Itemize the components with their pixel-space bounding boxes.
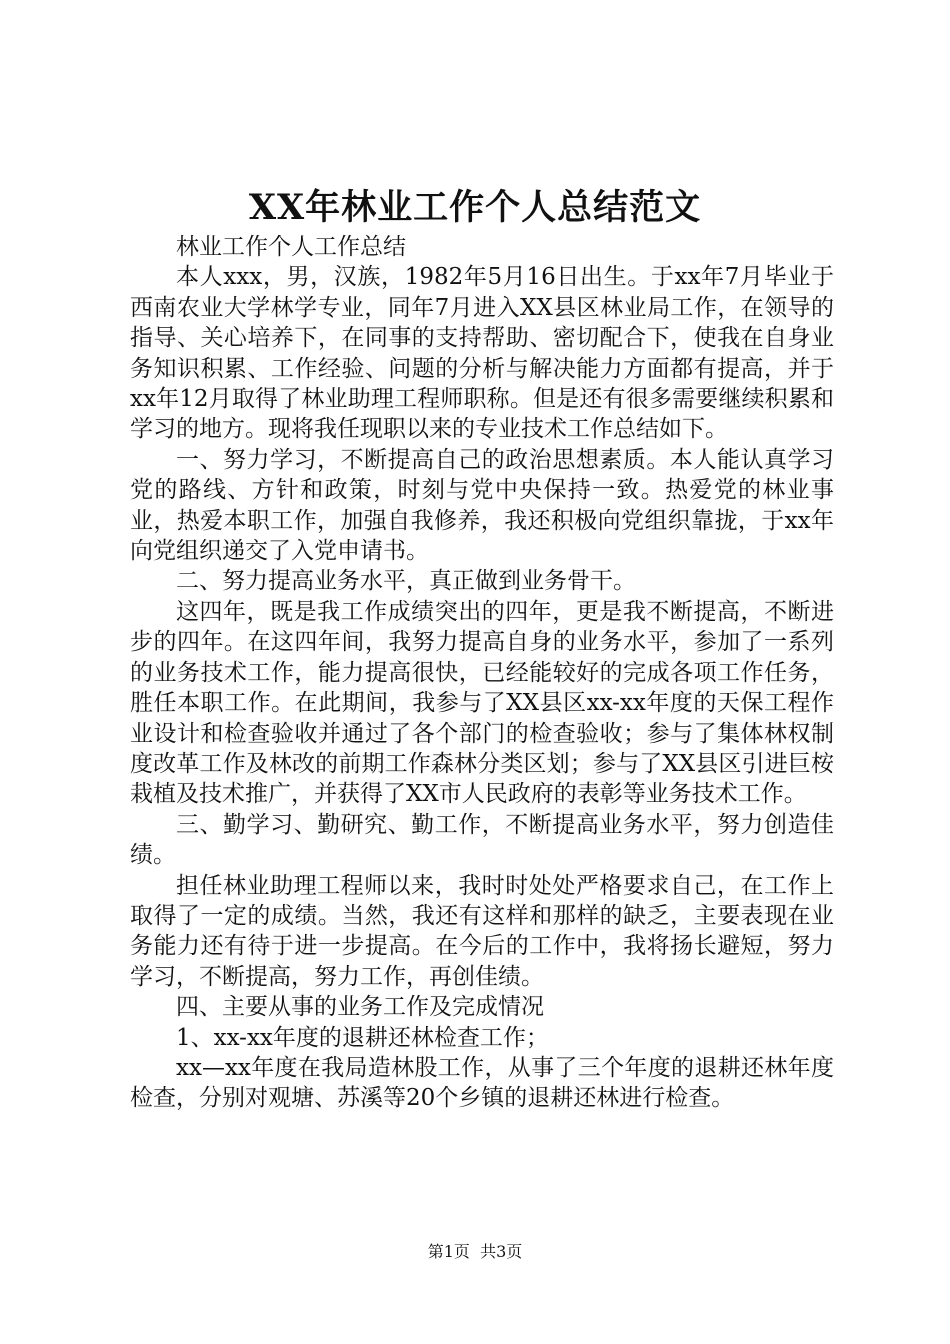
- paragraph-item-1-body: xx—xx年度在我局造林股工作，从事了三个年度的退耕还林年度检查，分别对观塘、苏溪等20个乡镇的退耕还林进行检查。: [130, 1054, 834, 1112]
- paragraph-section-1: 一、努力学习，不断提高自己的政治思想素质。本人能认真学习党的路线、方针和政策，时刻与党中央保持一致。热爱党的林业事业，热爱本职工作，加强自我修养，我还积极向党组织靠拢，于xx年向党组织递交了入党申请书。: [130, 446, 834, 565]
- paragraph-section-4-heading: 四、主要从事的业务工作及完成情况: [176, 994, 544, 1021]
- paragraph-heading: 林业工作个人工作总结: [176, 234, 406, 260]
- paragraph-section-2-heading: 二、努力提高业务水平，真正做到业务骨干。: [176, 568, 636, 595]
- document-title: XX年林业工作个人总结范文: [248, 187, 702, 228]
- document-body: [130, 232, 834, 1114]
- paragraph-section-3-body: 担任林业助理工程师以来，我时时处处严格要求自己，在工作上取得了一定的成绩。当然，我还有这样和那样的缺乏，主要表现在业务能力还有待于进一步提高。在今后的工作中，我将扬长避短，努力学习，不断提高，努力工作，再创佳绩。: [130, 872, 834, 990]
- page-number: 第1页 共3页: [427, 1242, 523, 1261]
- paragraph-intro: 本人xxx，男，汉族，1982年5月16日出生。于xx年7月毕业于西南农业大学林学专业，同年7月进入XX县区林业局工作，在领导的指导、关心培养下，在同事的支持帮助、密切配合下，使我在自身业务知识积累、工作经验、问题的分析与解决能力方面都有提高，并于xx年12月取得了林业助理工程师职称。但是还有很多需要继续积累和学习的地方。现将我任现职以来的专业技术工作总结如下。: [130, 264, 834, 443]
- page-footer: [0, 1240, 950, 1264]
- paragraph-section-2-body: 这四年，既是我工作成绩突出的四年，更是我不断提高，不断进步的四年。在这四年间，我努力提高自身的业务水平，参加了一系列的业务技术工作，能力提高很快，已经能较好的完成各项工作任务，胜任本职工作。在此期间，我参与了XX县区xx-xx年度的天保工程作业设计和检查验收并通过了各个部门的检查验收；参与了集体林权制度改革工作及林改的前期工作森林分类区划；参与了XX县区引进巨桉栽植及技术推广，并获得了XX市人民政府的表彰等业务技术工作。: [130, 598, 834, 808]
- paragraph-item-1-heading: 1、xx-xx年度的退耕还林检查工作；: [176, 1024, 549, 1051]
- paragraph-section-3-heading: 三、勤学习、勤研究、勤工作，不断提高业务水平，努力创造佳绩。: [130, 811, 834, 869]
